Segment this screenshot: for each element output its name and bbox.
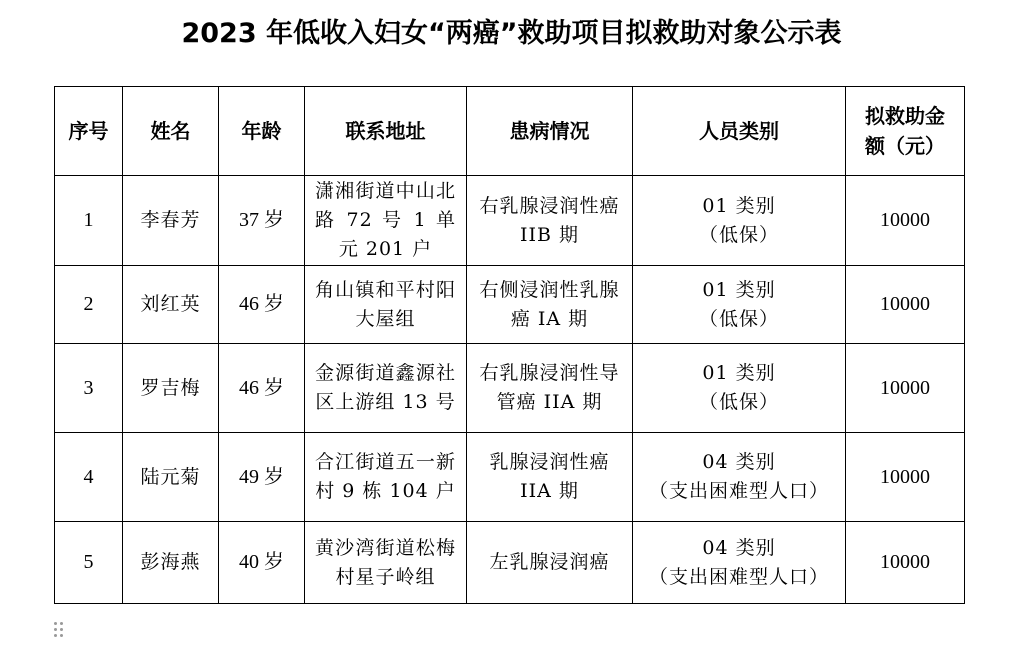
cell-name: 陆元菊 [123, 433, 219, 522]
table-row [55, 522, 965, 604]
cell-age: 46 岁 [219, 266, 305, 344]
page-title: 2023 年低收入妇女“两癌”救助项目拟救助对象公示表 [181, 18, 842, 49]
table-row [55, 433, 965, 522]
cell-address: 潇湘街道中山北路 72 号 1 单元 201 户 [305, 176, 467, 266]
cell-category [633, 433, 846, 522]
header-seq: 序号 [55, 87, 123, 176]
category-desc: （支出困难型人口） [648, 565, 829, 588]
cell-amount: 10000 [846, 176, 965, 266]
cell-seq: 5 [55, 522, 123, 604]
category-desc: （低保） [698, 223, 779, 246]
cell-category [633, 344, 846, 433]
table-row [55, 266, 965, 344]
category-code: 01 类别 [702, 194, 776, 217]
cell-category [633, 266, 846, 344]
header-amount-line1: 拟救助金 [865, 104, 945, 128]
cell-amount: 10000 [846, 433, 965, 522]
cell-address: 黄沙湾街道松梅村星子岭组 [305, 522, 467, 604]
category-desc: （支出困难型人口） [648, 480, 829, 502]
cell-name: 彭海燕 [123, 522, 219, 604]
category-code: 01 类别 [702, 362, 776, 384]
cell-condition: 右侧浸润性乳腺癌 IA 期 [467, 266, 633, 344]
cell-seq: 3 [55, 344, 123, 433]
cell-seq: 1 [55, 176, 123, 266]
header-amount [846, 87, 965, 176]
table-row [55, 176, 965, 266]
cell-address: 金源街道鑫源社区上游组 13 号 [305, 344, 467, 433]
cell-address: 合江街道五一新村 9 栋 104 户 [305, 433, 467, 522]
cell-seq: 4 [55, 433, 123, 522]
cell-condition: 右乳腺浸润性癌 IIB 期 [467, 176, 633, 266]
cell-address: 角山镇和平村阳大屋组 [305, 266, 467, 344]
recipients-table [54, 86, 965, 604]
category-code: 04 类别 [702, 536, 776, 559]
category-code: 04 类别 [702, 451, 776, 473]
header-amount-line2: 额（元） [865, 134, 945, 158]
header-address: 联系地址 [305, 87, 467, 176]
cell-amount: 10000 [846, 522, 965, 604]
cell-name: 刘红英 [123, 266, 219, 344]
drag-handle-icon[interactable] [54, 622, 66, 640]
cell-name: 罗吉梅 [123, 344, 219, 433]
cell-name: 李春芳 [123, 176, 219, 266]
table-row [55, 344, 965, 433]
cell-condition: 左乳腺浸润癌 [467, 522, 633, 604]
cell-seq: 2 [55, 266, 123, 344]
header-category: 人员类别 [633, 87, 846, 176]
cell-condition: 乳腺浸润性癌 IIA 期 [467, 433, 633, 522]
header-row [55, 87, 965, 176]
category-desc: （低保） [698, 307, 779, 330]
cell-age: 46 岁 [219, 344, 305, 433]
cell-condition: 右乳腺浸润性导管癌 IIA 期 [467, 344, 633, 433]
cell-category [633, 522, 846, 604]
cell-category [633, 176, 846, 266]
cell-amount: 10000 [846, 266, 965, 344]
cell-age: 49 岁 [219, 433, 305, 522]
cell-age: 40 岁 [219, 522, 305, 604]
category-desc: （低保） [698, 391, 779, 413]
header-age: 年龄 [219, 87, 305, 176]
category-code: 01 类别 [702, 278, 776, 301]
header-condition: 患病情况 [467, 87, 633, 176]
cell-amount: 10000 [846, 344, 965, 433]
header-name: 姓名 [123, 87, 219, 176]
cell-age: 37 岁 [219, 176, 305, 266]
